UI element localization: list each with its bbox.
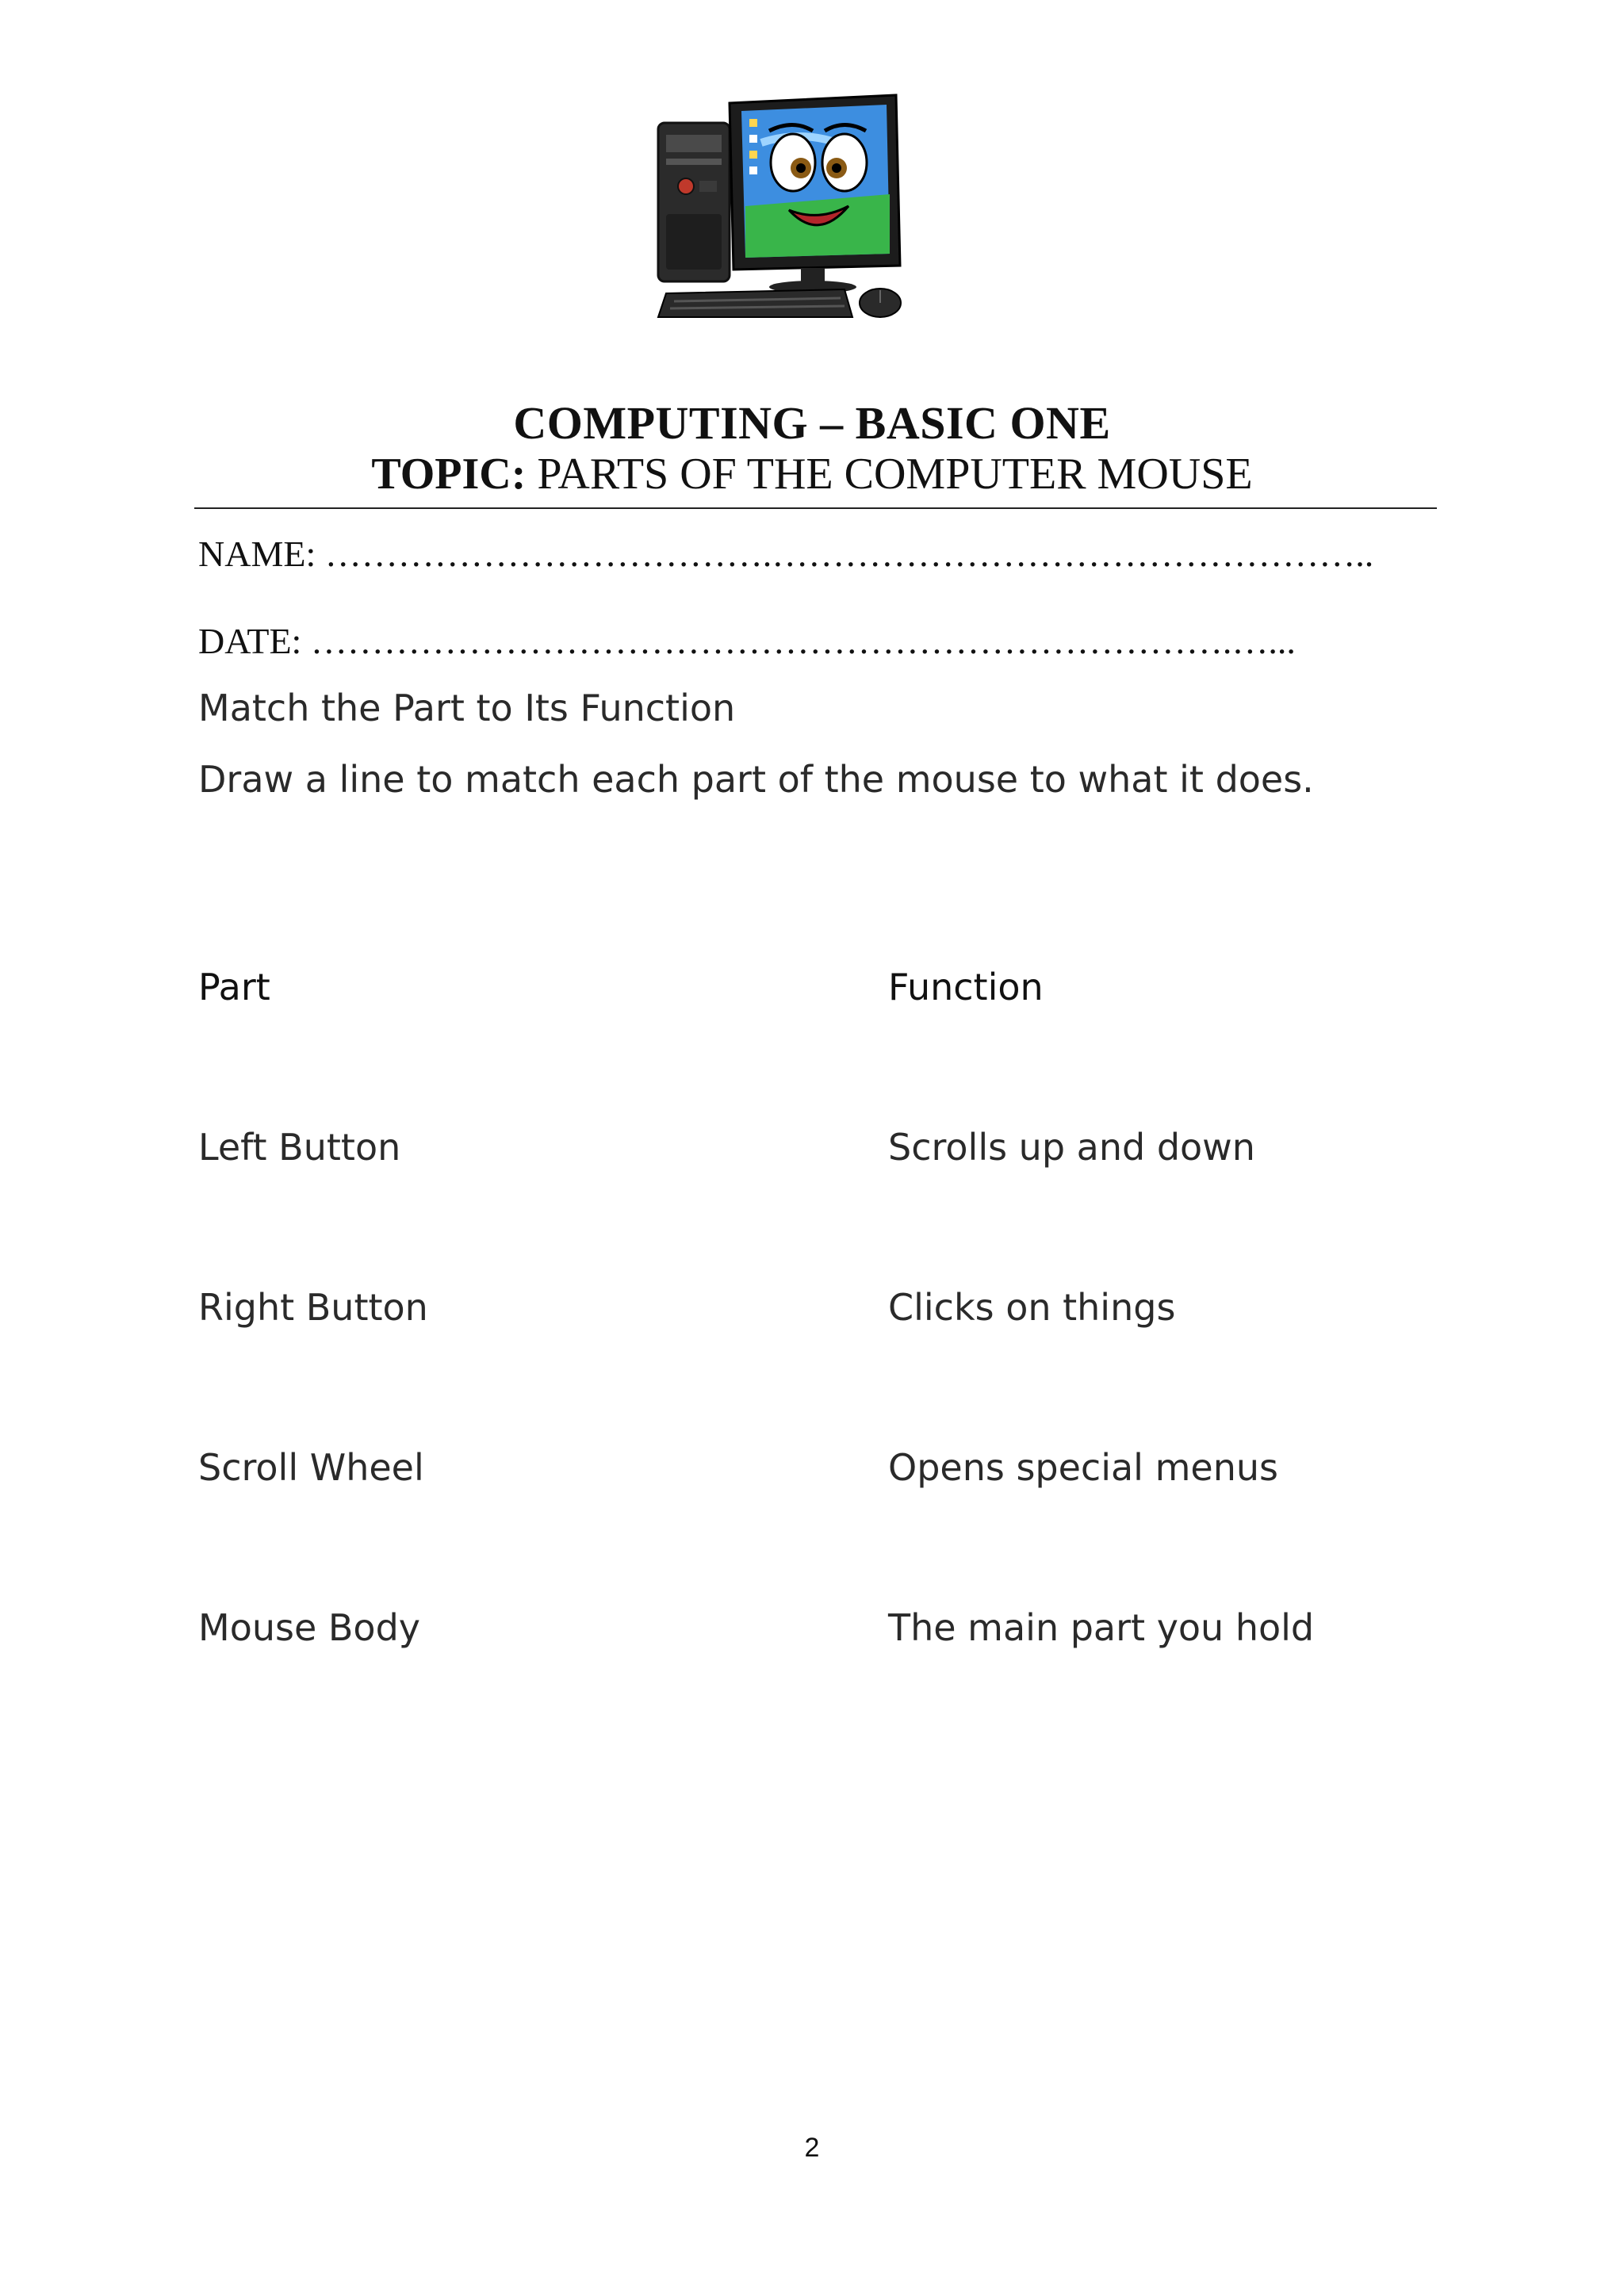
header-divider	[194, 507, 1437, 509]
name-field[interactable]: NAME: ……………………………….…………………………………………..	[198, 534, 1374, 574]
instructions-text: Draw a line to match each part of the mouse to what it does.	[198, 758, 1314, 801]
part-column-header: Part	[198, 966, 270, 1008]
function-item[interactable]: Opens special menus	[888, 1446, 1278, 1489]
topic-text: PARTS OF THE COMPUTER MOUSE	[526, 450, 1253, 499]
function-column-header: Function	[888, 966, 1044, 1008]
cartoon-computer-icon	[650, 87, 912, 325]
part-item[interactable]: Left Button	[198, 1126, 401, 1169]
part-item[interactable]: Right Button	[198, 1286, 428, 1329]
page-number: 2	[804, 2133, 820, 2163]
worksheet-title: COMPUTING – BASIC ONE	[513, 397, 1111, 449]
part-item[interactable]: Scroll Wheel	[198, 1446, 424, 1489]
worksheet-topic	[0, 449, 1624, 499]
date-field[interactable]: DATE: ………………………………………………………………….…...	[198, 621, 1296, 661]
function-item[interactable]: Scrolls up and down	[888, 1126, 1255, 1169]
function-item[interactable]: The main part you hold	[888, 1606, 1315, 1649]
instructions-heading: Match the Part to Its Function	[198, 687, 736, 729]
topic-label: TOPIC:	[371, 450, 527, 499]
function-item[interactable]: Clicks on things	[888, 1286, 1176, 1329]
part-item[interactable]: Mouse Body	[198, 1606, 420, 1649]
